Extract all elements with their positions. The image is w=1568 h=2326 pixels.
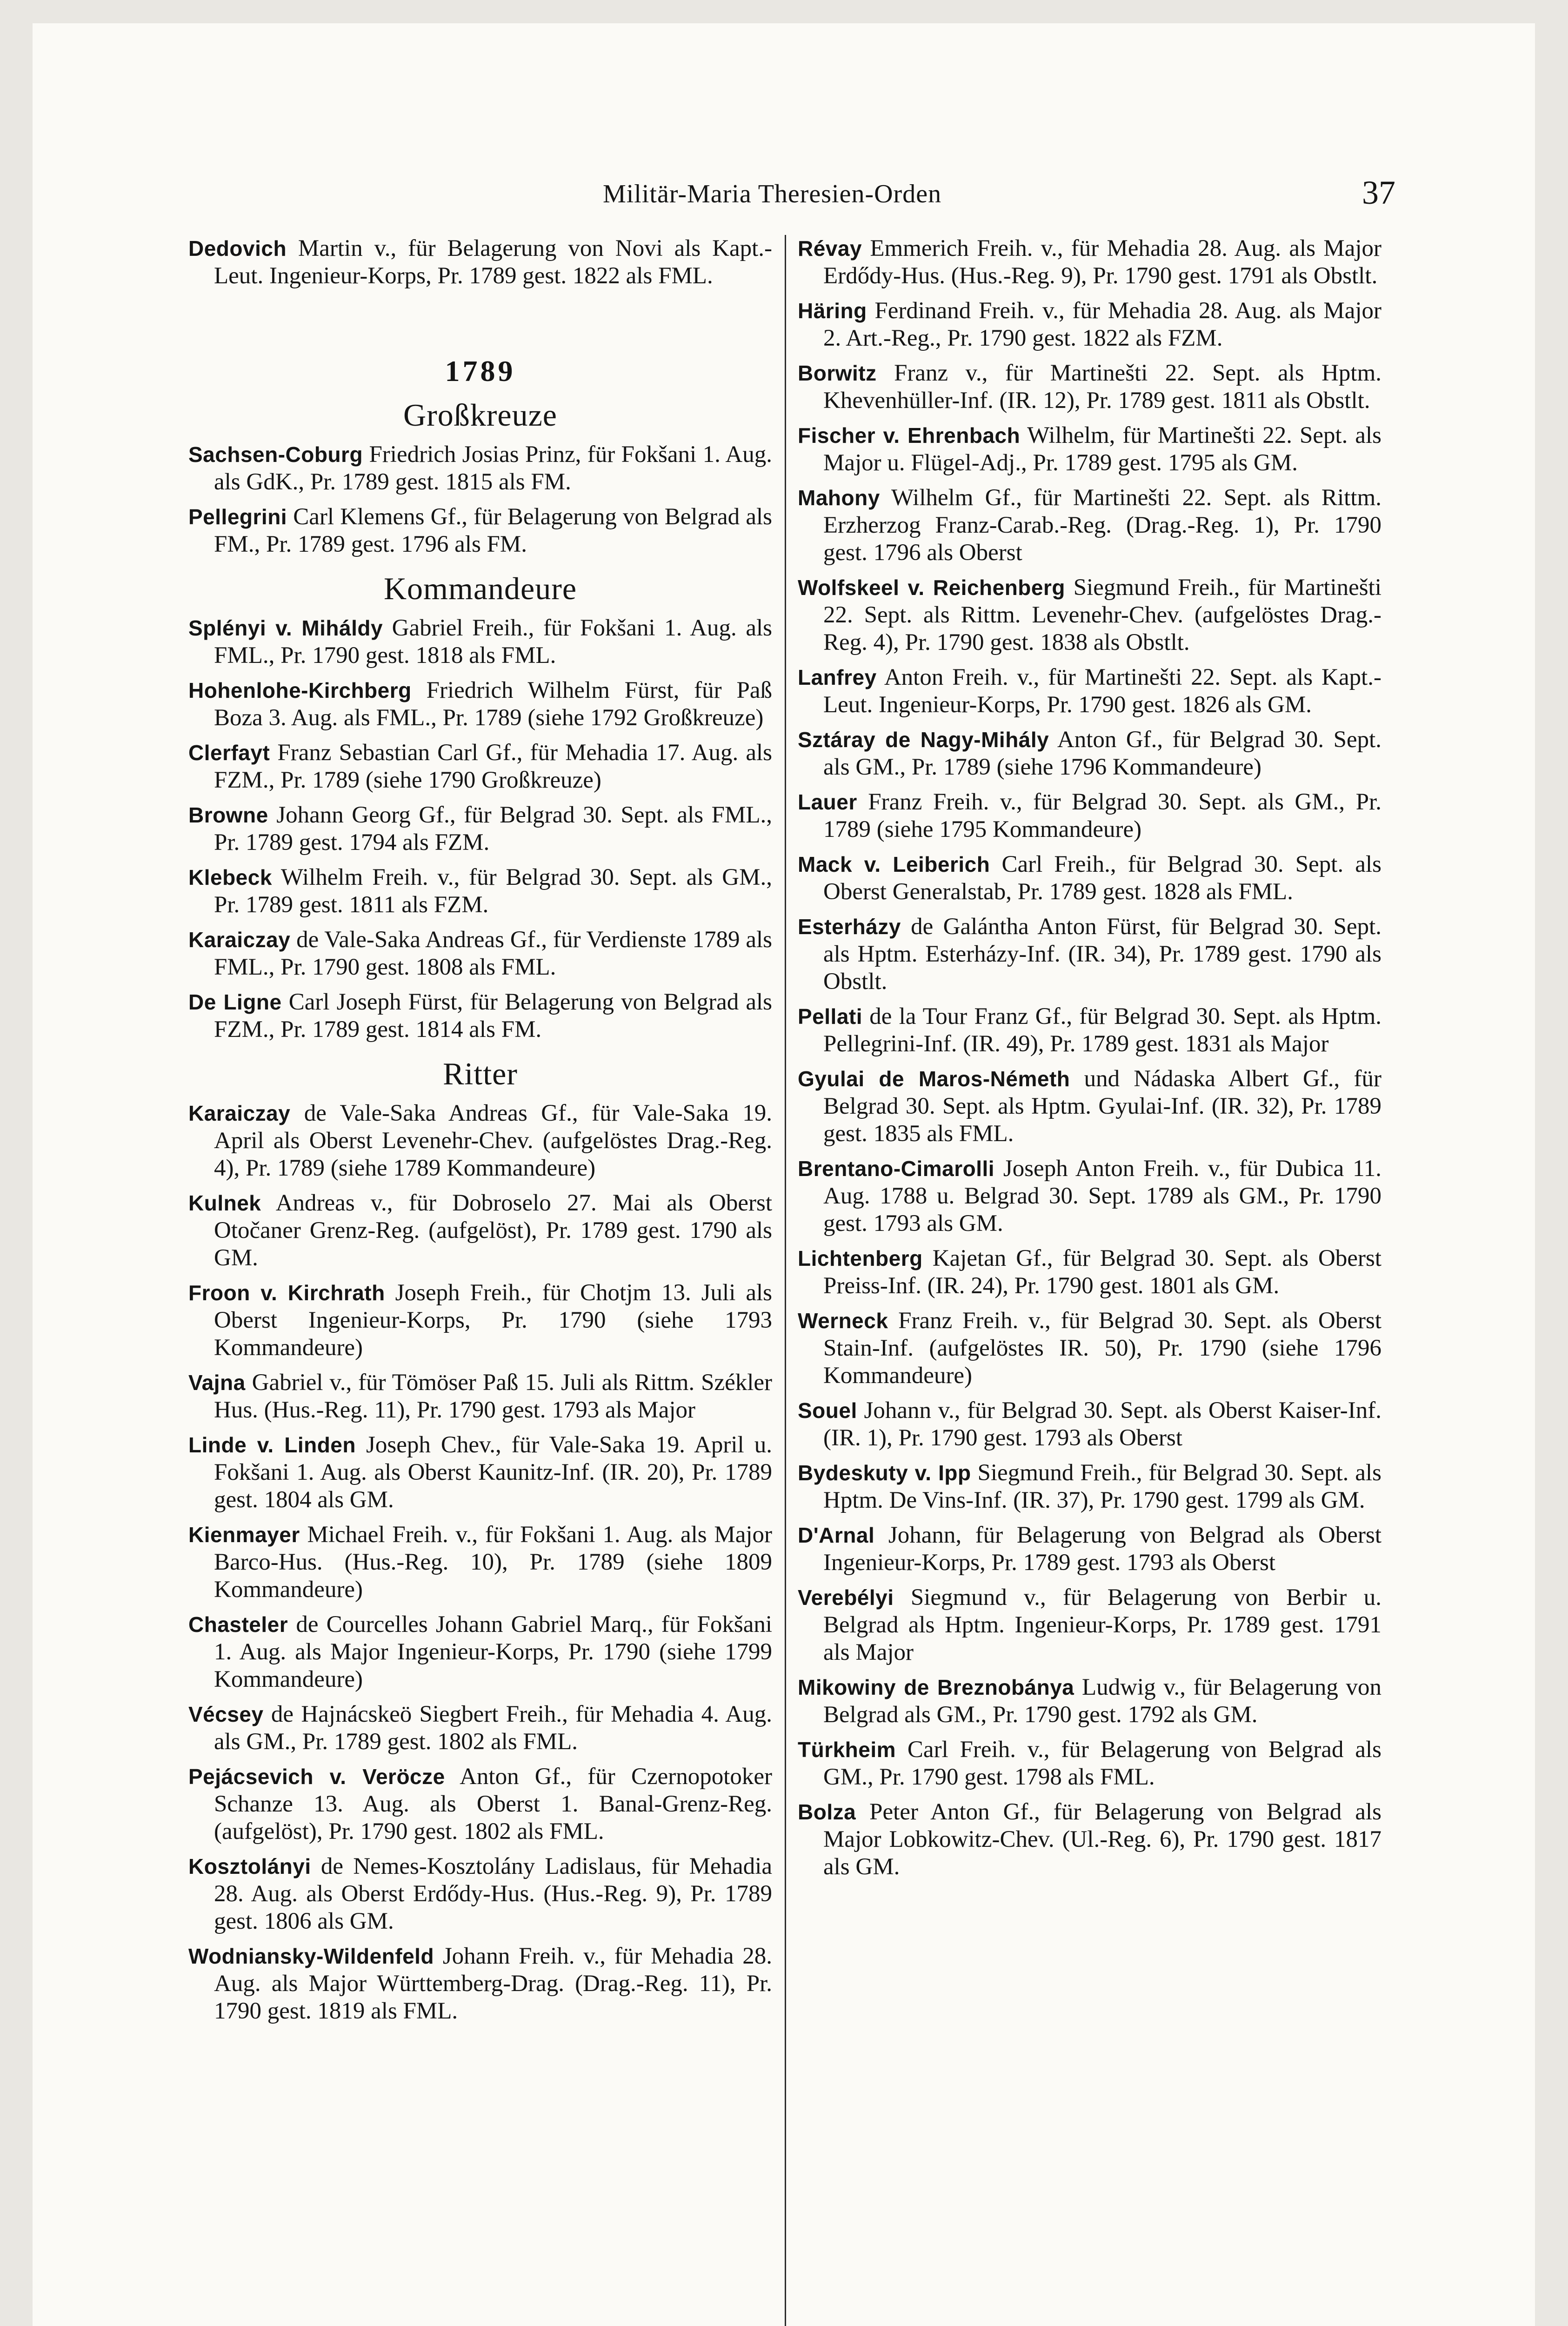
entry [188,989,772,1043]
page-number: 37 [1362,174,1395,211]
entry-name: Werneck [798,1309,888,1333]
entry-name: Mikowiny de Breznobánya [798,1675,1074,1699]
entry [188,1431,772,1514]
kommandeure-list [188,615,772,1043]
entry [188,235,772,290]
entry-text: Kajetan Gf., für Belgrad 30. Sept. als Oberst Preiss-Inf. (IR. 24), Pr. 1790 gest. 1801 als GM. [823,1245,1381,1299]
running-title: Militär-Maria Theresien-Orden [602,180,942,208]
entry-name: D'Arnal [798,1523,875,1547]
entry-name: Clerfayt [188,741,270,765]
entry-text: de Galántha Anton Fürst, für Belgrad 30. Sept. als Hptm. Esterházy-Inf. (IR. 34), Pr. 1789 gest. 1790 als Obstlt. [823,914,1381,995]
entry [798,1584,1381,1666]
entry-name: Pellati [798,1004,863,1029]
entry-text: de Courcelles Johann Gabriel Marq., für Fokšani 1. Aug. als Major Ingenieur-Korps, Pr. 1790 (siehe 1799 Kommandeure) [214,1611,772,1692]
entry [188,1611,772,1693]
entry [188,802,772,856]
entry [798,1245,1381,1300]
entry [798,1065,1381,1148]
entry-name: Lanfrey [798,665,877,689]
entry-text: Friedrich Wilhelm Fürst, für Paß Boza 3. Aug. als FML., Pr. 1789 (siehe 1792 Großkreuze) [214,677,772,731]
entry-text: Gabriel v., für Tömöser Paß 15. Juli als Rittm. Székler Hus. (Hus.-Reg. 11), Pr. 1790 gest. 1793 als Major [214,1370,772,1423]
entry-text: Wilhelm Gf., für Martinešti 22. Sept. als Rittm. Erzherzog Franz-Carab.-Reg. (Drag.-Reg. 1), Pr. 1790 gest. 1796 als Oberst [823,485,1381,566]
entry-text: Anton Gf., für Czernopotoker Schanze 13. Aug. als Oberst 1. Banal-Grenz-Reg. (aufgelöst), Pr. 1790 gest. 1802 als FML. [214,1764,773,1845]
entry [798,1003,1381,1058]
entry [798,789,1381,843]
right-column [798,235,1381,1888]
entry-text: Anton Freih. v., für Martinešti 22. Sept. als Kapt.-Leut. Ingenieur-Korps, Pr. 1790 gest. 1826 als GM. [823,664,1381,718]
entry [798,422,1381,477]
entry-name: Pellegrini [188,505,287,529]
entry-name: Révay [798,236,862,261]
entry-name: De Ligne [188,990,282,1014]
entry-text: Franz Sebastian Carl Gf., für Mehadia 17. Aug. als FZM., Pr. 1789 (siehe 1790 Großkreuze) [214,740,772,793]
entry-name: Vajna [188,1370,246,1395]
entry-name: Souel [798,1398,857,1423]
entry [798,1798,1381,1881]
entry [188,1369,772,1424]
entry-name: Häring [798,299,867,323]
entry-name: Hohenlohe-Kirchberg [188,678,412,702]
section-heading-grosskreuze: Großkreuze [403,397,557,433]
entry [188,1853,772,1935]
entry-name: Klebeck [188,865,272,889]
entry [188,926,772,981]
entry [798,1459,1381,1514]
grosskreuze-list [188,441,772,558]
entry [798,913,1381,996]
entry-name: Mahony [798,486,880,510]
entry-name: Bydeskuty v. Ipp [798,1461,971,1485]
entry-name: Kulnek [188,1191,261,1215]
entry [188,864,772,919]
entry-text: Siegmund Freih., für Belgrad 30. Sept. als Hptm. De Vins-Inf. (IR. 37), Pr. 1790 gest. 1799 als GM. [823,1460,1381,1513]
entry-name: Sztáray de Nagy-Mihály [798,728,1049,752]
entry-text: Gabriel Freih., für Fokšani 1. Aug. als FML., Pr. 1790 gest. 1818 als FML. [214,615,772,668]
entry-text: Joseph Anton Freih. v., für Dubica 11. Aug. 1788 u. Belgrad 30. Sept. 1789 als GM., Pr. 1790 gest. 1793 als GM. [823,1156,1381,1237]
entry [798,851,1381,906]
year-heading: 1789 [445,354,516,388]
entry [798,726,1381,781]
entry-name: Froon v. Kirchrath [188,1281,385,1305]
entry-text: Joseph Freih., für Chotjm 13. Juli als Oberst Ingenieur-Korps, Pr. 1790 (siehe 1793 Kommandeure) [214,1280,772,1361]
entry [188,1100,772,1182]
entry-text: und Nádaska Albert Gf., für Belgrad 30. Sept. als Hptm. Gyulai-Inf. (IR. 32), Pr. 1789 gest. 1835 als FML. [823,1066,1382,1147]
entry [798,1397,1381,1452]
entry-name: Browne [188,803,268,827]
entry [188,441,772,496]
entry [188,1943,772,2025]
entry-text: de la Tour Franz Gf., für Belgrad 30. Sept. als Hptm. Pellegrini-Inf. (IR. 49), Pr. 1789 gest. 1831 als Major [823,1003,1381,1057]
entry-text: Michael Freih. v., für Fokšani 1. Aug. als Major Barco-Hus. (Hus.-Reg. 10), Pr. 1789 (siehe 1809 Kommandeure) [214,1522,772,1603]
entry-text: Friedrich Josias Prinz, für Fokšani 1. Aug. als GdK., Pr. 1789 gest. 1815 als FM. [214,441,772,495]
entry-text: Martin v., für Belagerung von Novi als Kapt.-Leut. Ingenieur-Korps, Pr. 1789 gest. 1822 als FML. [214,235,772,289]
entry-text: Emmerich Freih. v., für Mehadia 28. Aug. als Major Erdődy-Hus. (Hus.-Reg. 9), Pr. 1790 gest. 1791 als Obstlt. [823,235,1381,289]
entry-text: Wilhelm, für Martinešti 22. Sept. als Major u. Flügel-Adj., Pr. 1789 gest. 1795 als GM. [823,422,1381,476]
left-column [188,235,772,2032]
entry [798,1674,1381,1729]
entry-name: Lichtenberg [798,1246,923,1270]
entry [798,297,1381,352]
entry [188,1279,772,1362]
entry [188,1763,772,1845]
entry-name: Gyulai de Maros-Németh [798,1067,1070,1091]
entry-name: Sachsen-Coburg [188,442,363,467]
entry-name: Pejácsevich v. Veröcze [188,1765,445,1789]
right-entries-list [798,235,1381,1881]
entry [798,574,1381,656]
entry-text: de Vale-Saka Andreas Gf., für Vale-Saka 19. April als Oberst Levenehr-Chev. (aufgelöstes Drag.-Reg. 4), Pr. 1789 (siehe 1789 Kommandeure) [214,1100,772,1181]
entry [798,484,1381,567]
entry [798,664,1381,719]
entry [188,1521,772,1604]
entry-name: Bolza [798,1800,856,1824]
entry [188,1190,772,1272]
entry-name: Vécsey [188,1702,264,1726]
entry-text: Anton Gf., für Belgrad 30. Sept. als GM., Pr. 1789 (siehe 1796 Kommandeure) [823,727,1381,780]
entry [798,1522,1381,1577]
entry-text: Johann v., für Belgrad 30. Sept. als Oberst Kaiser-Inf. (IR. 1), Pr. 1790 gest. 1793 als Oberst [823,1397,1381,1451]
entry-text: Joseph Chev., für Vale-Saka 19. April u. Fokšani 1. Aug. als Oberst Kaunitz-Inf. (IR. 20), Pr. 1789 gest. 1804 als GM. [214,1432,773,1513]
entry-name: Borwitz [798,361,877,385]
entry-text: de Vale-Saka Andreas Gf., für Verdienste 1789 als FML., Pr. 1790 gest. 1808 als FML. [214,927,772,980]
entry [188,615,772,669]
entry-name: Wolfskeel v. Reichenberg [798,575,1065,600]
entry [798,235,1381,290]
entry [798,360,1381,414]
entry-name: Fischer v. Ehrenbach [798,423,1021,448]
entry-name: Türkheim [798,1738,896,1762]
entry-name: Chasteler [188,1612,288,1637]
entry-name: Esterházy [798,915,901,939]
ritter-list [188,1100,772,2025]
entry [798,1307,1381,1390]
entry-text: Johann Georg Gf., für Belgrad 30. Sept. als FML., Pr. 1789 gest. 1794 als FZM. [214,802,772,856]
entry-text: Johann Freih. v., für Mehadia 28. Aug. als Major Württemberg-Drag. (Drag.-Reg. 11), Pr. 1790 gest. 1819 als FML. [214,1943,772,2024]
entry-name: Linde v. Linden [188,1433,356,1457]
entry-text: Wilhelm Freih. v., für Belgrad 30. Sept. als GM., Pr. 1789 gest. 1811 als FZM. [214,864,772,918]
entry-text: Carl Joseph Fürst, für Belagerung von Belgrad als FZM., Pr. 1789 gest. 1814 als FM. [214,989,773,1043]
entry-text: Ludwig v., für Belagerung von Belgrad als GM., Pr. 1790 gest. 1792 als GM. [823,1674,1381,1728]
entry-name: Karaiczay [188,928,291,952]
entry-text: Franz Freih. v., für Belgrad 30. Sept. als Oberst Stain-Inf. (aufgelöstes IR. 50), Pr. 1790 (siehe 1796 Kommandeure) [823,1308,1381,1389]
entry-text: de Hajnácskeö Siegbert Freih., für Mehadia 4. Aug. als GM., Pr. 1789 gest. 1802 als FML. [214,1701,772,1755]
entry [188,1701,772,1756]
entry-name: Dedovich [188,236,287,261]
entry [188,739,772,794]
section-heading-kommandeure: Kommandeure [383,571,577,606]
entry-name: Kosztolányi [188,1854,311,1878]
running-header [0,174,1568,216]
entry-name: Mack v. Leiberich [798,852,990,876]
entry-name: Karaiczay [188,1101,291,1125]
entry-text: Peter Anton Gf., für Belagerung von Belgrad als Major Lobkowitz-Chev. (Ul.-Reg. 6), Pr. 1790 gest. 1817 als GM. [823,1799,1381,1880]
entry-text: Andreas v., für Dobroselo 27. Mai als Oberst Otočaner Grenz-Reg. (aufgelöst), Pr. 1789 gest. 1790 als GM. [214,1190,772,1271]
entry-name: Brentano-Cimarolli [798,1156,995,1181]
entry [798,1736,1381,1791]
entry-text: Ferdinand Freih. v., für Mehadia 28. Aug. als Major 2. Art.-Reg., Pr. 1790 gest. 1822 als FZM. [823,298,1381,351]
entry [798,1155,1381,1237]
entry-name: Splényi v. Miháldy [188,616,383,640]
entry-text: Siegmund Freih., für Martinešti 22. Sept. als Rittm. Levenehr-Chev. (aufgelöstes Drag.-Reg. 4), Pr. 1790 gest. 1838 als Obstlt. [823,575,1381,655]
entry-text: Franz v., für Martinešti 22. Sept. als Hptm. Khevenhüller-Inf. (IR. 12), Pr. 1789 gest. 1811 als Obstlt. [823,360,1381,414]
entry-text: Carl Klemens Gf., für Belagerung von Belgrad als FM., Pr. 1789 gest. 1796 als FM. [214,504,772,557]
entry-text: Siegmund v., für Belagerung von Berbir u. Belgrad als Hptm. Ingenieur-Korps, Pr. 1789 gest. 1791 als Major [823,1584,1381,1665]
entry-name: Lauer [798,790,857,814]
entry-text: Carl Freih., für Belgrad 30. Sept. als Oberst Generalstab, Pr. 1789 gest. 1828 als FML. [823,851,1381,905]
entry-text: Carl Freih. v., für Belagerung von Belgrad als GM., Pr. 1790 gest. 1798 als FML. [823,1737,1381,1790]
entry-name: Kienmayer [188,1523,300,1547]
section-heading-ritter: Ritter [443,1056,518,1091]
column-divider [785,235,786,2326]
entry-text: Johann, für Belagerung von Belgrad als Oberst Ingenieur-Korps, Pr. 1789 gest. 1793 als Oberst [823,1522,1381,1576]
entry-text: de Nemes-Kosztolány Ladislaus, für Mehadia 28. Aug. als Oberst Erdődy-Hus. (Hus.-Reg. 9), Pr. 1789 gest. 1806 als GM. [214,1853,772,1934]
entry [188,503,772,558]
entry-text: Franz Freih. v., für Belgrad 30. Sept. als GM., Pr. 1789 (siehe 1795 Kommandeure) [823,789,1381,842]
entry [188,677,772,732]
entry-name: Verebélyi [798,1585,894,1610]
entry-name: Wodniansky-Wildenfeld [188,1944,434,1968]
